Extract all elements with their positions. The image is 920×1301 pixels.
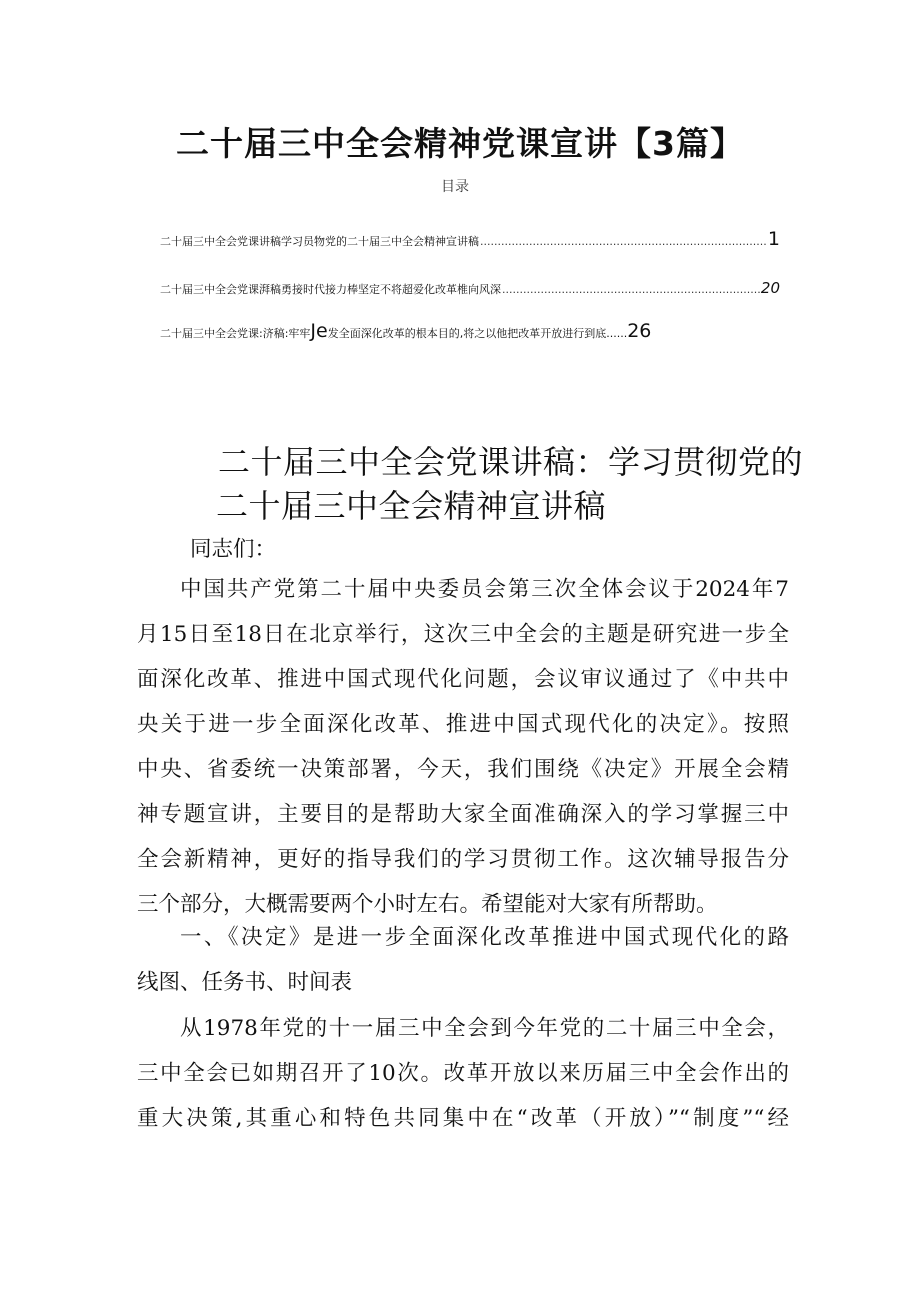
article-title-line: 二十届三中全会精神宣讲稿: [216, 487, 607, 525]
section-heading-line: 一、《决定》是进一步全面深化改革推进中国式现代化的路: [180, 925, 789, 950]
toc-entry[interactable]: [160, 279, 780, 297]
paragraph-line: 重大决策,其重心和特色共同集中在“改革（开放）”“制度”“经: [137, 1106, 789, 1131]
paragraph: [137, 1006, 789, 1141]
section-heading-line: 线图、任务书、时间表: [137, 970, 353, 995]
salutation: [190, 527, 842, 572]
toc-entry-title: 二十届三中全会党课湃稿勇接时代接力棒坚定不将超爱化改革椎向风深: [160, 283, 501, 296]
paragraph-line: 月15日至18日在北京举行，这次三中全会的主题是研究进一步全: [137, 622, 789, 647]
toc-entry[interactable]: [160, 228, 780, 250]
toc-entry-title: 二十届三中全会党课讲稿学习员物党的二十届三中全会精神宣讲稿: [160, 235, 479, 248]
toc-page-number: 20: [760, 279, 780, 297]
paragraph-line: 三个部分，大概需要两个小时左右。希望能对大家有所帮助。: [137, 892, 718, 917]
section-heading: [137, 915, 789, 1005]
toc-page-number: 26: [627, 320, 652, 342]
toc-entry-title-part: Je: [310, 320, 328, 342]
paragraph-line: 中央、省委统一决策部署，今天，我们围绕《决定》开展全会精: [137, 757, 789, 782]
toc-page-number: 1: [767, 228, 780, 250]
article-title-line: 二十届三中全会党课讲稿：学习贯彻党的: [218, 443, 804, 481]
toc-heading: 目录: [441, 179, 469, 195]
paragraph-line: 从1978年党的十一届三中全会到今年党的二十届三中全会，: [180, 1016, 789, 1041]
paragraph-line: 中国共产党第二十届中央委员会第三次全体会议于2024年7: [180, 577, 789, 602]
paragraph-line: 面深化改革、推进中国式现代化问题，会议审议通过了《中共中: [137, 667, 789, 692]
toc-entry-title-part: 发全面深化改革的根本目的,将之以他把改革开放进行到底: [327, 327, 607, 340]
toc-leader-dots: [502, 283, 760, 296]
toc-leader-dots: [480, 235, 767, 248]
paragraph-line: 全会新精神，更好的指导我们的学习贯彻工作。这次辅导报告分: [137, 847, 789, 872]
toc-entry-title-part: 二十届三中全会党课:济稿:牢牢: [160, 327, 311, 340]
toc-entry-title: [160, 320, 627, 342]
salutation-text: 同志们：: [190, 537, 277, 562]
document-title: 二十届三中全会精神党课宣讲【3篇】: [176, 124, 744, 163]
paragraph-line: 神专题宣讲，主要目的是帮助大家全面准确深入的学习掌握三中: [137, 802, 789, 827]
article-title: [218, 440, 818, 528]
toc-leader-dots: ......: [606, 327, 628, 340]
paragraph-line: 央关于进一步全面深化改革、推进中国式现代化的决定》。按照: [137, 712, 789, 737]
toc-entry[interactable]: [160, 320, 720, 342]
paragraph: [137, 567, 789, 927]
paragraph-line: 三中全会已如期召开了10次。改革开放以来历届三中全会作出的: [137, 1061, 789, 1086]
